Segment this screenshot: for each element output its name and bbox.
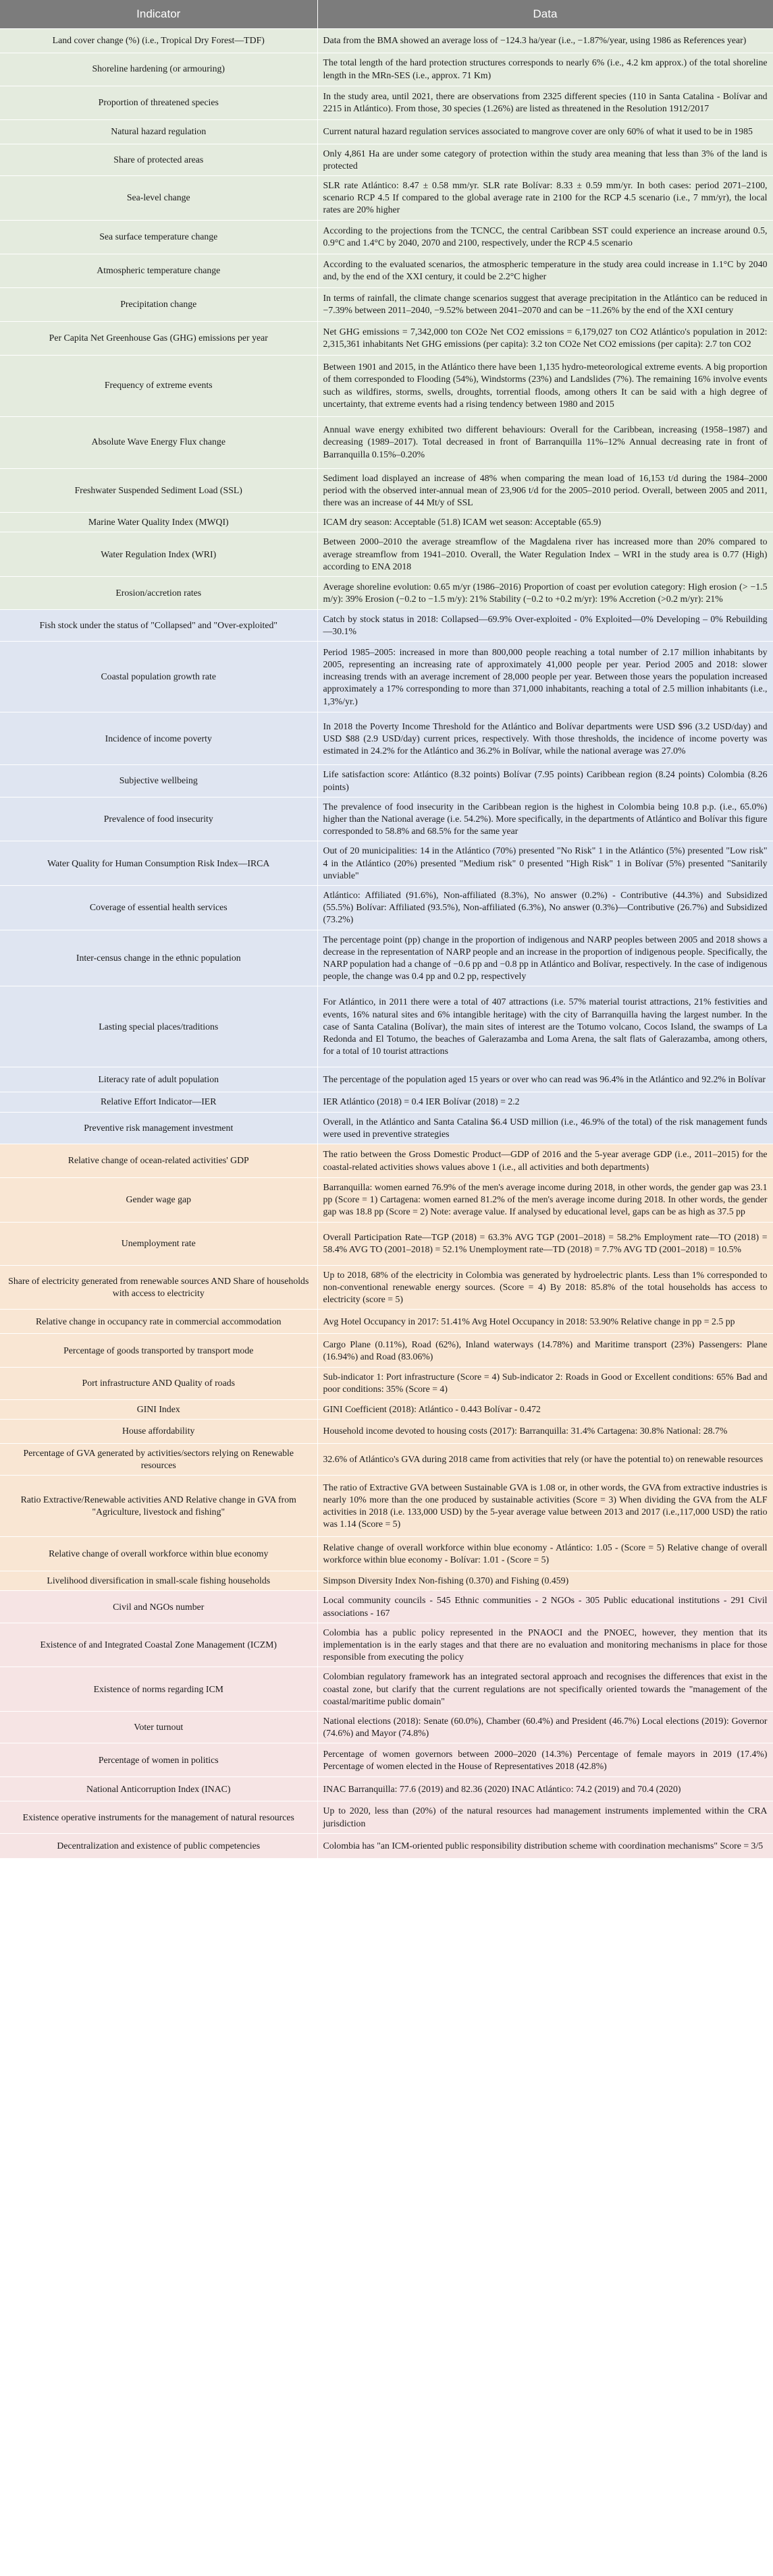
data-cell: Percentage of women governors between 2000–2020 (14.3%) Percentage of female mayors in 2019 (17.4%) Percentage of women elected in the House of Representatives 2018 (42.8%) xyxy=(317,1743,773,1777)
data-cell: For Atlántico, in 2011 there were a total of 407 attractions (i.e. 57% material tourist attractions, 21% festivities and events, 16% natural sites and 6% intangible heritage) with the city of Barranquilla having the largest number. In the case of Santa Catalina (Bolívar), the main sites of interest are the Totumo volcano, Cocos Island, the swamps of La Redonda and El Totumo, the beaches of Galerazamba and Loma Arena, the salt flats of Galerazamba, among others, for a total of 10 tourist attractions xyxy=(317,986,773,1067)
table-row xyxy=(0,1801,773,1833)
table-row xyxy=(0,609,773,641)
table-body xyxy=(0,28,773,1858)
table-row xyxy=(0,1537,773,1571)
indicator-cell: Water Quality for Human Consumption Risk Index—IRCA xyxy=(0,841,317,886)
data-cell: Overall Participation Rate—TGP (2018) = 63.3% AVG TGP (2001–2018) = 58.2% Employment rate—TO (2018) = 58.4% AVG TO (2001–2018) = 52.1% Unemployment rate—TD (2018) = 7.7% AVG TD (2001–2018) = 10.5% xyxy=(317,1222,773,1265)
data-cell: Net GHG emissions = 7,342,000 ton CO2e Net CO2 emissions = 6,179,027 ton CO2 Atlántico's population in 2012: 2,315,361 inhabitants Net GHG emissions (per capita): 3.2 ton CO2e Net CO2 emissions (per capita): 2.7 ton CO2 xyxy=(317,321,773,355)
indicator-cell: House affordability xyxy=(0,1419,317,1443)
indicator-cell: Unemployment rate xyxy=(0,1222,317,1265)
data-cell: National elections (2018): Senate (60.0%), Chamber (60.4%) and President (46.7%) Local elections (2019): Governor (74.6%) and Mayor (74.8%) xyxy=(317,1712,773,1743)
data-cell: Colombian regulatory framework has an integrated sectoral approach and recognises the differences that exist in the coastal zone, but clarify that the current regulations are not specifically oriented towards the "management of the coastal/maritime public domain" xyxy=(317,1667,773,1712)
table-row xyxy=(0,930,773,986)
table-row xyxy=(0,765,773,797)
table-row xyxy=(0,1777,773,1801)
data-cell: In 2018 the Poverty Income Threshold for the Atlántico and Bolívar departments were USD $96 (3.2 USD/day) and USD $88 (2.9 USD/day) current prices, respectively. With those thresholds, the incidence of income poverty was estimated in 24.2% for the Atlántico and 36.2% in Bolívar, while the national average was 27.0% xyxy=(317,712,773,765)
data-cell: Between 1901 and 2015, in the Atlántico there have been 1,135 hydro-meteorological extreme events. A big proportion of them corresponded to Flooding (54%), Windstorms (23%) and Landslides (7%). The remaining 16% involve events such as wildfires, storms, swells, droughts, torrential floods, among others It can be said with a high degree of uncertainty, that extreme events had a rising tendency between 1980 and 2015 xyxy=(317,355,773,416)
data-cell: Between 2000–2010 the average streamflow of the Magdalena river has increased more than 20% compared to average streamflow from 1941–2010. Overall, the Water Regulation Index – WRI in the study area is 0.77 (High) according to ENA 2018 xyxy=(317,532,773,577)
indicator-cell: Literacy rate of adult population xyxy=(0,1067,317,1092)
header-row xyxy=(0,0,773,28)
indicator-cell: Sea-level change xyxy=(0,175,317,220)
data-cell: Up to 2018, 68% of the electricity in Colombia was generated by hydroelectric plants. Less than 1% corresponded to non-conventional renewable energy sources. (Score = 4) By 2018: 85.8% of the total households has access to electricity (score = 5) xyxy=(317,1265,773,1310)
data-cell: Sub-indicator 1: Port infrastructure (Score = 4) Sub-indicator 2: Roads in Good or Excellent conditions: 65% Bad and poor conditions: 35% (Score = 4) xyxy=(317,1368,773,1399)
indicator-cell: Voter turnout xyxy=(0,1712,317,1743)
data-cell: Local community councils - 545 Ethnic communities - 2 NGOs - 305 Public educational institutions - 291 Civil associations - 167 xyxy=(317,1591,773,1623)
indicator-cell: Preventive risk management investment xyxy=(0,1112,317,1144)
indicator-cell: Relative change of ocean-related activities' GDP xyxy=(0,1144,317,1178)
data-cell: Catch by stock status in 2018: Collapsed—69.9% Over-exploited - 0% Exploited—0% Developing – 0% Rebuilding—30.1% xyxy=(317,609,773,641)
indicator-cell: Percentage of goods transported by transport mode xyxy=(0,1334,317,1368)
table-row xyxy=(0,532,773,577)
data-cell: Current natural hazard regulation services associated to mangrove cover are only 60% of what it used to be in 1985 xyxy=(317,119,773,144)
indicator-cell: Prevalence of food insecurity xyxy=(0,797,317,841)
table-row xyxy=(0,642,773,712)
indicator-cell: Existence of norms regarding ICM xyxy=(0,1667,317,1712)
table-row xyxy=(0,1443,773,1475)
data-cell: According to the projections from the TCNCC, the central Caribbean SST could experience an increase around 0.5, 0.9°C and 1.4°C by 2040, 2070 and 2100, respectively, under the RCP 4.5 scenario xyxy=(317,220,773,254)
indicator-cell: Relative Effort Indicator—IER xyxy=(0,1092,317,1112)
indicator-column-header: Indicator xyxy=(0,0,317,28)
table-row xyxy=(0,986,773,1067)
table-row xyxy=(0,1144,773,1178)
table-row xyxy=(0,513,773,532)
table-row xyxy=(0,175,773,220)
indicator-cell: Marine Water Quality Index (MWQI) xyxy=(0,513,317,532)
indicator-cell: Atmospheric temperature change xyxy=(0,254,317,287)
indicator-cell: Frequency of extreme events xyxy=(0,355,317,416)
table-row xyxy=(0,797,773,841)
data-cell: Simpson Diversity Index Non-fishing (0.370) and Fishing (0.459) xyxy=(317,1571,773,1591)
table-row xyxy=(0,144,773,175)
table-row xyxy=(0,355,773,416)
table-row xyxy=(0,1623,773,1667)
data-cell: Average shoreline evolution: 0.65 m/yr (1986–2016) Proportion of coast per evolution category: High erosion (> −1.5 m/y): 39% Erosion (−0.2 to −1.5 m/y): 21% Stability (−0.2 to +0.2 m/yr): 19% Accretion (>0.2 m/yr): 21% xyxy=(317,576,773,609)
indicator-cell: Port infrastructure AND Quality of roads xyxy=(0,1368,317,1399)
data-column-header: Data xyxy=(317,0,773,28)
data-cell: Sediment load displayed an increase of 48% when comparing the mean load of 16,153 t/d during the 1984–2000 period with the observed inter-annual mean of 23,906 t/d for the 2005–2010 period. Overall, between 2005 and 2011, there was an increase of 44 Mt/y of SSL xyxy=(317,468,773,513)
table-row xyxy=(0,1399,773,1419)
table-row xyxy=(0,1712,773,1743)
data-cell: Annual wave energy exhibited two different behaviours: Overall for the Caribbean, increasing (1958–1987) and decreasing (1989–2017). Total decreased in front of Barranquilla 11%–12% Annual decreasing rate in front of Barranquilla 0.15%–0.20% xyxy=(317,416,773,468)
indicator-cell: Share of electricity generated from renewable sources AND Share of households with access to electricity xyxy=(0,1265,317,1310)
data-cell: The ratio of Extractive GVA between Sustainable GVA is 1.08 or, in other words, the GVA from extractive industries is nearly 10% more than the one produced by sustainable activities (Score = 3) When dividing the GVA from the ALF activities in 2018 (i.e. 133,000 USD) by the 5-year average value between 2013 and 2017 (i.e.,117,000 USD) the ratio was 1.14 (Score = 5) xyxy=(317,1476,773,1537)
table-row xyxy=(0,1476,773,1537)
data-cell: Relative change of overall workforce within blue economy - Atlántico: 1.05 - (Score = 5) Relative change of overall workforce within blue economy - Bolívar: 1.01 - (Score = 5) xyxy=(317,1537,773,1571)
indicator-cell: Percentage of women in politics xyxy=(0,1743,317,1777)
indicator-cell: Incidence of income poverty xyxy=(0,712,317,765)
table-row xyxy=(0,1571,773,1591)
table-row xyxy=(0,1067,773,1092)
table-row xyxy=(0,1334,773,1368)
data-cell: The percentage point (pp) change in the proportion of indigenous and NARP peoples between 2005 and 2018 shows a decrease in the representation of NARP people and an increase in the proportion of indigenous people. Specifically, the NARP population had a change of −0.6 pp and −0.8 pp in Atlántico and Bolívar, respectively. In the case of indigenous people, the change was 0.4 pp and 0.2 pp, respectively xyxy=(317,930,773,986)
table-row xyxy=(0,712,773,765)
data-cell: Barranquilla: women earned 76.9% of the men's average income during 2018, in other words, the gender gap was 23.1 pp (Score = 1) Cartagena: women earned 81.2% of the men's average income during 2018. In other words, the gender gap was 18.8 pp (Score = 2) Note: average value. If analysed by educational level, gaps can be as high as 37.5 pp xyxy=(317,1178,773,1223)
table-row xyxy=(0,1591,773,1623)
table-row xyxy=(0,321,773,355)
data-cell: Atlántico: Affiliated (91.6%), Non-affiliated (8.3%), No answer (0.2%) - Contributive (44.3%) and Subsidized (55.5%) Bolívar: Affiliated (93.5%), Non-affiliated (6.3%), No answer (0.3%)—Contributive (26.7%) and Subsidized (73.2%) xyxy=(317,885,773,930)
table-row xyxy=(0,1743,773,1777)
data-cell: Cargo Plane (0.11%), Road (62%), Inland waterways (14.78%) and Maritime transport (23%) Passengers: Plane (16.94%) and Road (83.06%) xyxy=(317,1334,773,1368)
table-row xyxy=(0,1092,773,1112)
indicator-cell: Land cover change (%) (i.e., Tropical Dry Forest—TDF) xyxy=(0,28,317,53)
indicator-cell: Decentralization and existence of public competencies xyxy=(0,1833,317,1858)
data-cell: In terms of rainfall, the climate change scenarios suggest that average precipitation in the Atlántico can be reduced in −7.39% between 2011–2040, −9.52% between 2041–2070 and can be −11.26% by the end of the XXI century xyxy=(317,287,773,321)
indicator-cell: Coverage of essential health services xyxy=(0,885,317,930)
indicator-cell: Civil and NGOs number xyxy=(0,1591,317,1623)
table-row xyxy=(0,841,773,886)
indicator-cell: Lasting special places/traditions xyxy=(0,986,317,1067)
indicator-cell: Inter-census change in the ethnic population xyxy=(0,930,317,986)
indicator-cell: Existence operative instruments for the management of natural resources xyxy=(0,1801,317,1833)
table-row xyxy=(0,1310,773,1334)
indicator-cell: Proportion of threatened species xyxy=(0,86,317,119)
table-row xyxy=(0,53,773,86)
table-row xyxy=(0,1368,773,1399)
table-row xyxy=(0,1419,773,1443)
table-row xyxy=(0,1265,773,1310)
indicator-cell: Gender wage gap xyxy=(0,1178,317,1223)
indicator-cell: Coastal population growth rate xyxy=(0,642,317,712)
indicator-cell: National Anticorruption Index (INAC) xyxy=(0,1777,317,1801)
data-cell: The ratio between the Gross Domestic Product—GDP of 2016 and the 5-year average GDP (i.e., 2011–2015) for the coastal-related activities shows values above 1 (i.e., all activities and both departments) xyxy=(317,1144,773,1178)
indicator-cell: Erosion/accretion rates xyxy=(0,576,317,609)
indicator-cell: Precipitation change xyxy=(0,287,317,321)
data-cell: ICAM dry season: Acceptable (51.8) ICAM wet season: Acceptable (65.9) xyxy=(317,513,773,532)
data-cell: GINI Coefficient (2018): Atlántico - 0.443 Bolívar - 0.472 xyxy=(317,1399,773,1419)
table-row xyxy=(0,1112,773,1144)
table-row xyxy=(0,220,773,254)
data-cell: In the study area, until 2021, there are observations from 2325 different species (110 in Santa Catalina - Bolívar and 2215 in Atlántico). From those, 30 species (1.26%) are listed as threatened in the Resolution 1912/2017 xyxy=(317,86,773,119)
data-cell: Overall, in the Atlántico and Santa Catalina $6.4 USD million (i.e., 46.9% of the total) of the risk management funds were used in preventive strategies xyxy=(317,1112,773,1144)
data-cell: Avg Hotel Occupancy in 2017: 51.41% Avg Hotel Occupancy in 2018: 53.90% Relative change in pp = 2.5 pp xyxy=(317,1310,773,1334)
indicator-cell: Fish stock under the status of "Collapsed" and "Over-exploited" xyxy=(0,609,317,641)
table-row xyxy=(0,28,773,53)
indicator-cell: Per Capita Net Greenhouse Gas (GHG) emissions per year xyxy=(0,321,317,355)
table-row xyxy=(0,576,773,609)
table-row xyxy=(0,119,773,144)
indicator-cell: Subjective wellbeing xyxy=(0,765,317,797)
indicator-cell: Sea surface temperature change xyxy=(0,220,317,254)
data-cell: According to the evaluated scenarios, the atmospheric temperature in the study area could increase in 1.1°C by 2040 and, by the end of the XXI century, it could be 2.2°C higher xyxy=(317,254,773,287)
indicator-cell: Relative change of overall workforce within blue economy xyxy=(0,1537,317,1571)
table-row xyxy=(0,287,773,321)
indicator-cell: Natural hazard regulation xyxy=(0,119,317,144)
indicator-cell: GINI Index xyxy=(0,1399,317,1419)
data-cell: Colombia has a public policy represented in the PNAOCI and the PNOEC, however, they mention that its implementation is in the early stages and that there are no evaluation and monitoring mechanisms in place for those responsible from executing the policy xyxy=(317,1623,773,1667)
data-cell: Colombia has "an ICM-oriented public responsibility distribution scheme with coordination mechanisms" Score = 3/5 xyxy=(317,1833,773,1858)
table-row xyxy=(0,1833,773,1858)
indicator-cell: Water Regulation Index (WRI) xyxy=(0,532,317,577)
table-row xyxy=(0,1222,773,1265)
data-cell: Household income devoted to housing costs (2017): Barranquilla: 31.4% Cartagena: 30.8% National: 28.7% xyxy=(317,1419,773,1443)
data-cell: The total length of the hard protection structures corresponds to nearly 6% (i.e., 4.2 km approx.) of the total shoreline length in the MRn-SES (i.e., approx. 71 Km) xyxy=(317,53,773,86)
data-cell: Only 4,861 Ha are under some category of protection within the study area meaning that less than 3% of the land is protected xyxy=(317,144,773,175)
table-row xyxy=(0,416,773,468)
data-cell: Data from the BMA showed an average loss of −124.3 ha/year (i.e., −1.87%/year, using 1986 as References year) xyxy=(317,28,773,53)
indicator-cell: Share of protected areas xyxy=(0,144,317,175)
data-cell: INAC Barranquilla: 77.6 (2019) and 82.36 (2020) INAC Atlántico: 74.2 (2019) and 70.4 (2020) xyxy=(317,1777,773,1801)
data-cell: SLR rate Atlántico: 8.47 ± 0.58 mm/yr. SLR rate Bolívar: 8.33 ± 0.59 mm/yr. In both cases: period 2071–2100, scenario RCP 4.5 If compared to the global average rate in 2100 for the RCP 4.5 scenario (i.e., 7 mm/yr), the local rates are 20% higher xyxy=(317,175,773,220)
data-cell: Life satisfaction score: Atlántico (8.32 points) Bolívar (7.95 points) Caribbean region (8.24 points) Colombia (8.26 points) xyxy=(317,765,773,797)
data-cell: The percentage of the population aged 15 years or over who can read was 96.4% in the Atlántico and 92.2% in Bolívar xyxy=(317,1067,773,1092)
indicator-cell: Existence of and Integrated Coastal Zone Management (ICZM) xyxy=(0,1623,317,1667)
table-row xyxy=(0,885,773,930)
data-cell: The prevalence of food insecurity in the Caribbean region is the highest in Colombia being 10.8 p.p. (i.e., 65.0%) higher than the National average (i.e. 54.2%). More specifically, in the departments of Atlántico and Bolívar this figure corresponded to 58.8% and 68.5% for the same year xyxy=(317,797,773,841)
data-cell: 32.6% of Atlántico's GVA during 2018 came from activities that rely (or have the potential to) on renewable resources xyxy=(317,1443,773,1475)
table-row xyxy=(0,1667,773,1712)
indicator-cell: Relative change in occupancy rate in commercial accommodation xyxy=(0,1310,317,1334)
indicator-cell: Freshwater Suspended Sediment Load (SSL) xyxy=(0,468,317,513)
data-cell: Up to 2020, less than (20%) of the natural resources had management instruments implemented within the CRA jurisdiction xyxy=(317,1801,773,1833)
table-row xyxy=(0,86,773,119)
table-row xyxy=(0,254,773,287)
indicator-cell: Shoreline hardening (or armouring) xyxy=(0,53,317,86)
data-cell: Out of 20 municipalities: 14 in the Atlántico (70%) presented "No Risk" 1 in the Atlántico (5%) presented "Low risk" 4 in the Atlántico (20%) presented "Medium risk" 0 presented "High Risk" 1 in Bolívar (5%) presented "Sanitarily unviable" xyxy=(317,841,773,886)
data-cell: Period 1985–2005: increased in more than 800,000 people reaching a total number of 2.17 million inhabitants by 2005, representing an increasing rate of approximately 41,000 people per year. Period 2005 and 2018: slower increasing trends with an average increment of 28,000 people per year. Between those years the population increased approximately a 17% corresponding to more than 371,000 inhabitants, reaching a total of 2.5 million inhabitants (i.e., 1,3%/yr.) xyxy=(317,642,773,712)
data-cell: IER Atlántico (2018) = 0.4 IER Bolívar (2018) = 2.2 xyxy=(317,1092,773,1112)
table-row xyxy=(0,468,773,513)
indicator-cell: Percentage of GVA generated by activities/sectors relying on Renewable resources xyxy=(0,1443,317,1475)
indicator-cell: Ratio Extractive/Renewable activities AND Relative change in GVA from "Agriculture, livestock and fishing" xyxy=(0,1476,317,1537)
indicator-cell: Livelihood diversification in small-scale fishing households xyxy=(0,1571,317,1591)
indicator-cell: Absolute Wave Energy Flux change xyxy=(0,416,317,468)
table-row xyxy=(0,1178,773,1223)
